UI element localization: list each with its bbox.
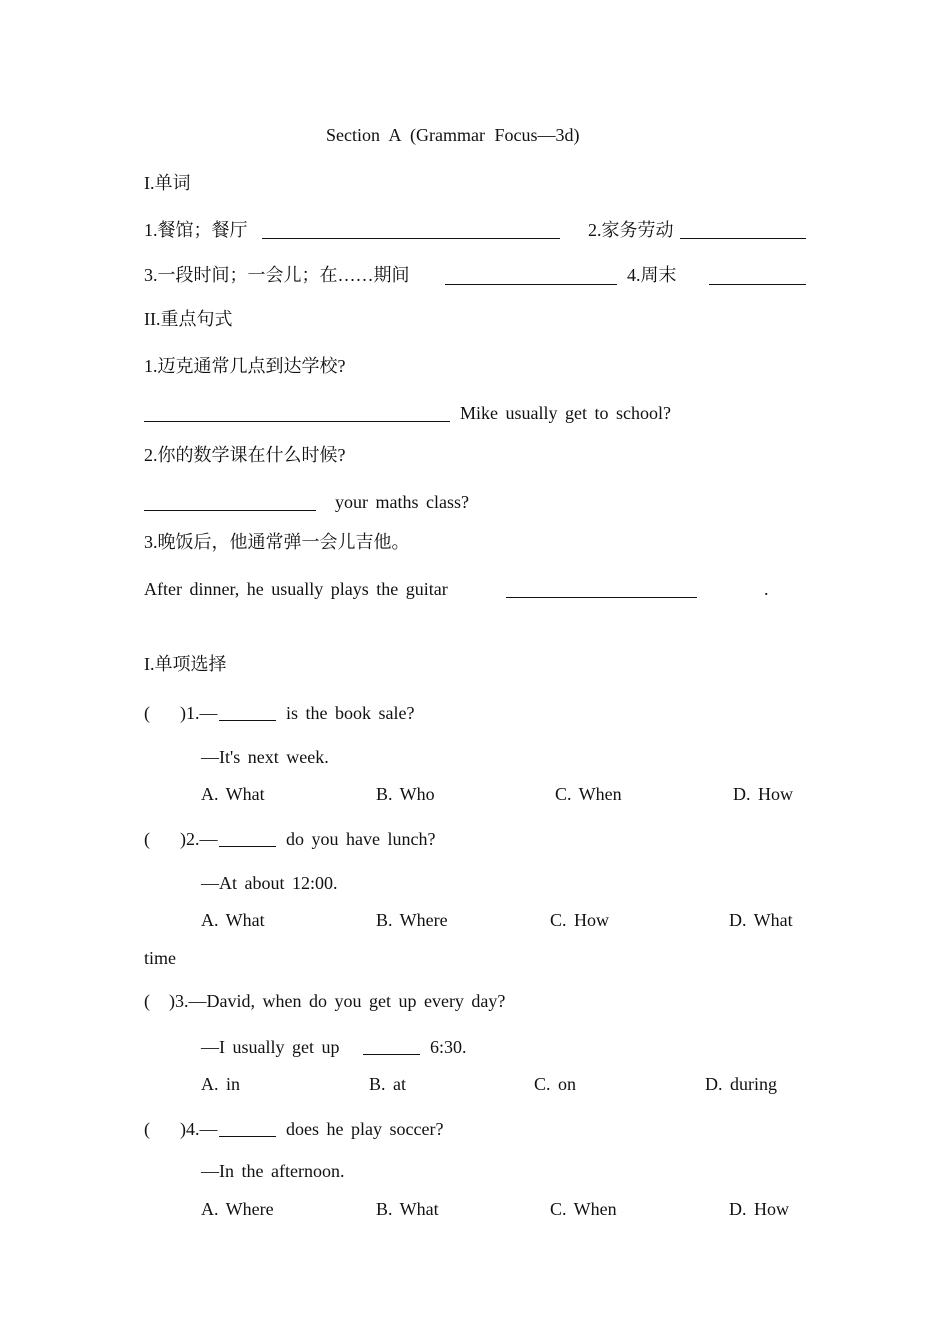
- page-title: Section A (Grammar Focus—3d): [326, 125, 580, 145]
- question-1-option-b[interactable]: B. Who: [376, 784, 435, 804]
- question-4-answer: —In the afternoon.: [201, 1161, 345, 1181]
- sentence-1-blank[interactable]: [144, 421, 450, 422]
- vocab-item-1-label: 1.餐馆；餐厅: [144, 220, 248, 240]
- sentence-2-chinese: 2.你的数学课在什么时候?: [144, 445, 346, 465]
- question-2-option-d[interactable]: D. What: [729, 910, 793, 930]
- question-4-number: )4.—: [180, 1119, 218, 1139]
- question-1-answer: —It's next week.: [201, 747, 329, 767]
- question-4-blank[interactable]: [219, 1136, 276, 1137]
- question-3-option-a[interactable]: A. in: [201, 1074, 240, 1094]
- question-3-answer-end: 6:30.: [430, 1037, 467, 1057]
- question-1-option-a[interactable]: A. What: [201, 784, 265, 804]
- question-2-stem: do you have lunch?: [286, 829, 436, 849]
- question-4-option-a[interactable]: A. Where: [201, 1199, 274, 1219]
- question-2-blank[interactable]: [219, 846, 276, 847]
- question-2-option-b[interactable]: B. Where: [376, 910, 448, 930]
- question-2-answer: —At about 12:00.: [201, 873, 338, 893]
- question-1-paren-open: (: [144, 703, 150, 723]
- question-4-option-d[interactable]: D. How: [729, 1199, 789, 1219]
- vocab-item-4-label: 4.周末: [627, 265, 677, 285]
- question-4-option-b[interactable]: B. What: [376, 1199, 439, 1219]
- vocab-item-3-label: 3.一段时间；一会儿；在……期间: [144, 265, 410, 285]
- question-3-paren-open: (: [144, 991, 150, 1011]
- question-1-blank[interactable]: [219, 720, 276, 721]
- section-heading-sentences: II.重点句式: [144, 309, 233, 329]
- question-2-option-a[interactable]: A. What: [201, 910, 265, 930]
- sentence-3-period: .: [764, 579, 769, 599]
- question-2-number: )2.—: [180, 829, 218, 849]
- sentence-3-blank[interactable]: [506, 597, 697, 598]
- question-4-paren-open: (: [144, 1119, 150, 1139]
- vocab-item-3-blank[interactable]: [445, 284, 617, 285]
- question-3-answer-start: —I usually get up: [201, 1037, 340, 1057]
- vocab-item-4-blank[interactable]: [709, 284, 806, 285]
- question-2-option-d-wrap[interactable]: time: [144, 948, 176, 968]
- sentence-1-english: Mike usually get to school?: [460, 403, 671, 423]
- question-3-blank[interactable]: [363, 1054, 420, 1055]
- sentence-2-blank[interactable]: [144, 510, 316, 511]
- section-heading-multiple-choice: I.单项选择: [144, 654, 227, 674]
- question-1-number: )1.—: [180, 703, 218, 723]
- question-2-paren-open: (: [144, 829, 150, 849]
- sentence-3-chinese: 3.晚饭后，他通常弹一会儿吉他。: [144, 532, 410, 552]
- question-1-option-d[interactable]: D. How: [733, 784, 793, 804]
- sentence-3-english: After dinner, he usually plays the guitar: [144, 579, 448, 599]
- sentence-2-english: your maths class?: [335, 492, 469, 512]
- question-2-option-c[interactable]: C. How: [550, 910, 610, 930]
- vocab-item-2-label: 2.家务劳动: [588, 220, 674, 240]
- question-4-stem: does he play soccer?: [286, 1119, 444, 1139]
- question-3-stem: )3.—David, when do you get up every day?: [169, 991, 506, 1011]
- question-3-option-c[interactable]: C. on: [534, 1074, 577, 1094]
- section-heading-vocabulary: I.单词: [144, 173, 191, 193]
- question-1-option-c[interactable]: C. When: [555, 784, 622, 804]
- question-3-option-b[interactable]: B. at: [369, 1074, 406, 1094]
- question-4-option-c[interactable]: C. When: [550, 1199, 617, 1219]
- question-1-answer-slot[interactable]: [152, 721, 174, 722]
- question-1-stem: is the book sale?: [286, 703, 415, 723]
- sentence-1-chinese: 1.迈克通常几点到达学校?: [144, 356, 346, 376]
- vocab-item-2-blank[interactable]: [680, 238, 806, 239]
- question-3-option-d[interactable]: D. during: [705, 1074, 777, 1094]
- vocab-item-1-blank[interactable]: [262, 238, 560, 239]
